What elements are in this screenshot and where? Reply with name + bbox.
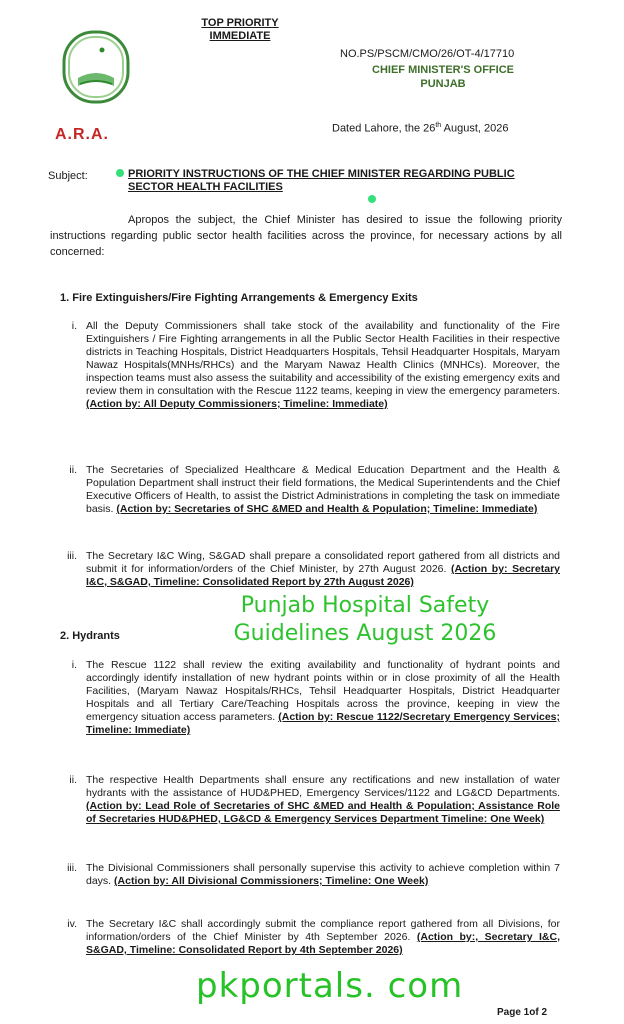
highlight-dot-icon [116,169,124,177]
priority-line-2: IMMEDIATE [209,30,271,42]
item-text: The respective Health Departments shall ensure any rectifications and new installation of water hydrants with the assistance of HUD&PHED, Emergency Services/1122 and LG&CD Departments. [86,774,560,799]
section-2-item-2-number: ii. [69,774,77,786]
overlay-title [190,592,540,648]
overlay-title-line-2: Guidelines August 2026 [233,621,497,646]
priority-line-1: TOP PRIORITY [201,17,279,29]
section-2-item-4-number: iv. [67,918,77,930]
item-text: The Secretary I&C shall accordingly submit the compliance report gathered from all Divisions, for information/orders of the Chief Minister by 4th September 2026. [86,918,560,943]
reference-number: NO.PS/PSCM/CMO/26/OT-4/17710 [340,48,515,60]
section-1-heading: 1. Fire Extinguishers/Fire Fighting Arrangements & Emergency Exits [60,292,418,304]
dated-suffix: August, 2026 [441,122,509,135]
overlay-title-line-1: Punjab Hospital Safety [240,593,490,618]
item-text: All the Deputy Commissioners shall take stock of the availability and functionality of the Fire Extinguishers / Fire Fighting arrangements in all the Public Sector Health Facilities in their respective districts in Teaching Hospitals, District Headquarters Hospitals, Tehsil Headquarter Hospitals, Maryam Nawaz Hospitals(MNHs/RHCs) and the Maryam Nawaz Health Clinics (MNHCs). Moreover, the inspection teams must also assess the suitability and accessibility of the existing emergency exits and review them in consultation with the Rescue 1122 teams, keeping in view the emergency parameters. [86,320,560,397]
item-action: (Action by: All Deputy Commissioners; Timeline: Immediate) [86,398,388,410]
item-text: The Divisional Commissioners shall personally supervise this activity to achieve completion within 7 days. [86,862,560,887]
item-text: The Rescue 1122 shall review the exiting availability and functionality of hydrant points and accordingly identify installation of new hydrant points within or in close proximity of all the Health Facilities, (Maryam Nawaz Hospitals/RHCs, Tehsil Headquarter Hospitals, District Headquarter Hospitals and all Tertiary Care/Teaching Hospitals across the province, keeping in view the emergency situation access parameters. [86,659,560,723]
office-line-1: CHIEF MINISTER'S OFFICE [372,64,514,76]
section-2-item-2 [86,774,560,826]
subject-label: Subject: [48,170,88,182]
dated-superscript: th [435,122,442,129]
intro-paragraph: Apropos the subject, the Chief Minister has desired to issue the following priority instructions regarding public sector health facilities across the province, for necessary actions by all concerned: [50,214,562,258]
item-action: (Action by: Rescue 1122/Secretary Emergency Services; Timeline: Immediate) [86,711,560,736]
item-action: (Action by: Lead Role of Secretaries of SHC &MED and Health & Population; Assistance Role of Secretaries HUD&PHED, LG&CD & Emergency Services Department Timeline: One Week) [86,800,560,825]
subject-text: PRIORITY INSTRUCTIONS OF THE CHIEF MINISTER REGARDING PUBLIC SECTOR HEALTH FACILITIES [128,168,515,193]
section-1-item-2-number: ii. [69,464,77,476]
office-heading [358,63,528,91]
item-action: (Action by: Secretary I&C, S&GAD, Timeline: Consolidated Report by 27th August 2026) [86,563,560,588]
dated-line [332,122,508,135]
section-2-item-4 [86,918,560,957]
ara-stamp: A.R.A. [55,126,109,143]
page-number: Page 1of 2 [497,1007,548,1018]
item-action: (Action by:, Secretary I&C, S&GAD, Timeline: Consolidated Report by 4th September 2026) [86,931,561,956]
section-1-item-2 [86,464,560,516]
office-line-2: PUNJAB [420,78,466,90]
section-2-heading: 2. Hydrants [60,630,120,642]
punjab-government-logo [60,28,132,106]
item-action: (Action by: Secretaries of SHC &MED and Health & Population; Timeline: Immediate) [116,503,538,515]
section-1-item-1-number: i. [71,320,77,332]
highlight-dot-icon [368,195,376,203]
section-2-item-3-number: iii. [67,862,77,874]
section-2-item-3 [86,862,560,888]
section-2-item-1-number: i. [71,659,77,671]
site-watermark: pkportals. com [196,966,464,1006]
item-text: The Secretary I&C Wing, S&GAD shall prepare a consolidated report gathered from all districts and submit it for information/orders of the Chief Minister, by 27th August 2026. [86,550,560,575]
priority-marking [190,17,290,43]
section-2-item-1 [86,659,560,737]
dated-prefix: Dated Lahore, the 26 [332,122,436,135]
section-1-item-3 [86,550,560,589]
section-1-item-1 [86,320,560,411]
item-text: The Secretaries of Specialized Healthcare & Medical Education Department and the Health & Population Department shall instruct their field formations, the Medical Superintendents and the Chief Executive Officers of Health, to assist the District Administrations in completing the task on immediate basis. [86,464,560,515]
item-action: (Action by: All Divisional Commissioners; Timeline: One Week) [114,875,429,887]
section-1-item-3-number: iii. [67,550,77,562]
